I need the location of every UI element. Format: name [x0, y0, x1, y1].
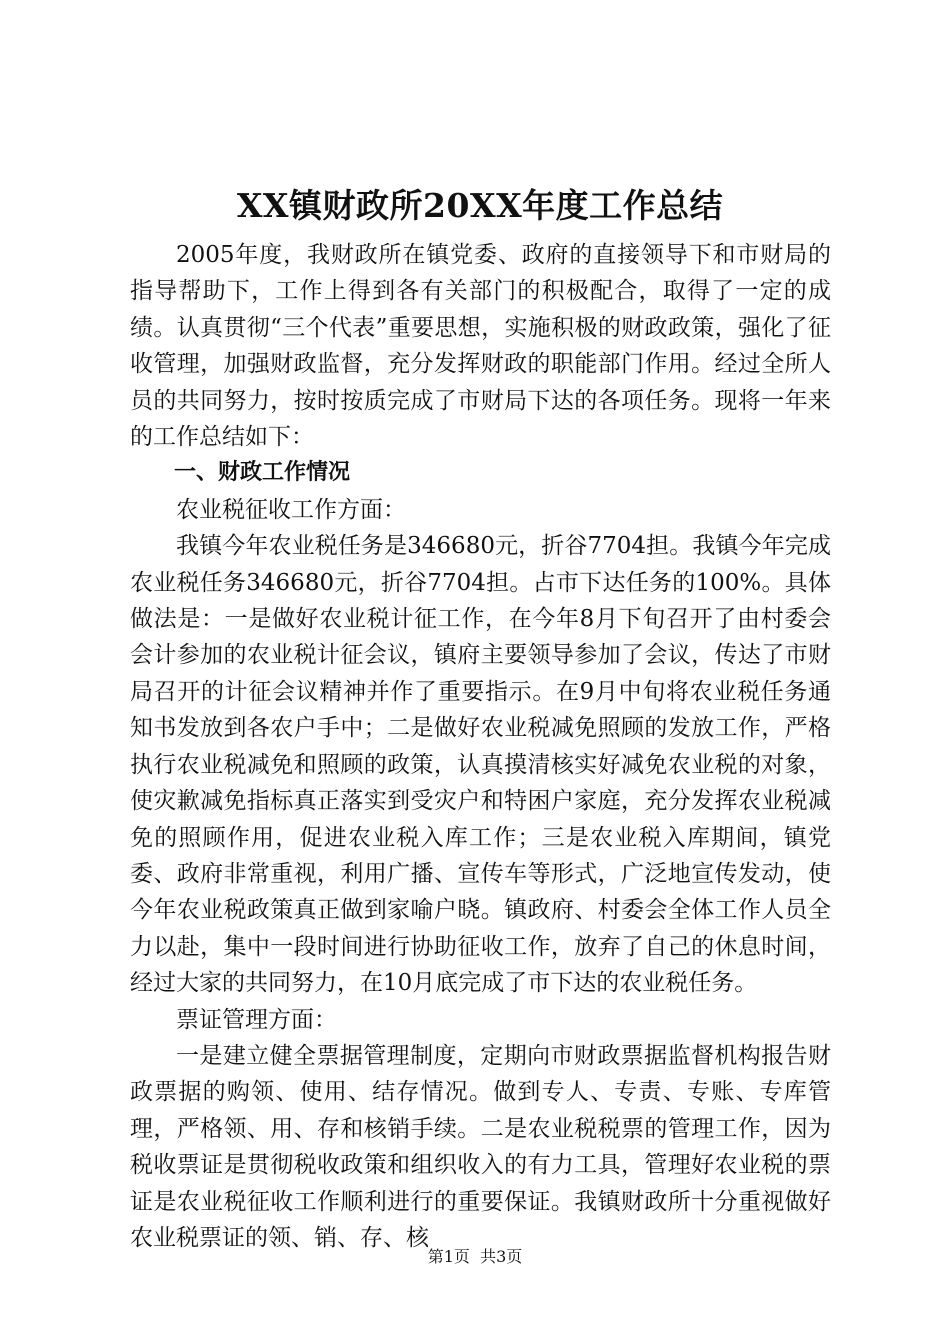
document-body [130, 237, 831, 1256]
receipt-management-paragraph: 一是建立健全票据管理制度，定期向市财政票据监督机构报告财政票据的购领、使用、结存情况。做到专人、专责、专账、专库管理，严格领、用、存和核销手续。二是农业税税票的管理工作，因为税收票证是贯彻税收政策和组织收入的有力工具，管理好农业税的票证是农业税征收工作顺利进行的重要保证。我镇财政所十分重视做好农业税票证的领、销、存、核 [130, 1042, 831, 1251]
page-number: 第1页 [427, 1247, 470, 1266]
page-footer [0, 1246, 950, 1268]
page-total: 共3页 [480, 1247, 523, 1266]
intro-paragraph: 2005年度，我财政所在镇党委、政府的直接领导下和市财局的指导帮助下，工作上得到各有关部门的积极配合，取得了一定的成绩。认真贯彻“三个代表”重要思想，实施积极的财政政策，强化了征收管理，加强财政监督，充分发挥财政的职能部门作用。经过全所人员的共同努力，按时按质完成了市财局下达的各项任务。现将一年来的工作总结如下： [130, 242, 831, 451]
subsection-label-agricultural-tax: 农业税征收工作方面： [176, 496, 406, 523]
document-title: XX镇财政所20XX年度工作总结 [236, 186, 724, 225]
section-heading: 一、财政工作情况 [174, 460, 351, 486]
subsection-label-receipt-management: 票证管理方面： [176, 1006, 337, 1033]
agricultural-tax-paragraph: 我镇今年农业税任务是346680元，折谷7704担。我镇今年完成农业税任务346680元，折谷7704担。占市下达任务的100%。具体做法是：一是做好农业税计征工作，在今年8月下旬召开了由村委会会计参加的农业税计征会议，镇府主要领导参加了会议，传达了市财局召开的计征会议精神并作了重要指示。在9月中旬将农业税任务通知书发放到各农户手中；二是做好农业税减免照顾的发放工作，严格执行农业税减免和照顾的政策，认真摸清核实好减免农业税的对象，使灾歉减免指标真正落实到受灾户和特困户家庭，充分发挥农业税减免的照顾作用，促进农业税入库工作；三是农业税入库期间，镇党委、政府非常重视，利用广播、宣传车等形式，广泛地宣传发动，使今年农业税政策真正做到家喻户晓。镇政府、村委会全体工作人员全力以赴，集中一段时间进行协助征收工作，放弃了自己的休息时间，经过大家的共同努力，在10月底完成了市下达的农业税任务。 [130, 533, 831, 997]
